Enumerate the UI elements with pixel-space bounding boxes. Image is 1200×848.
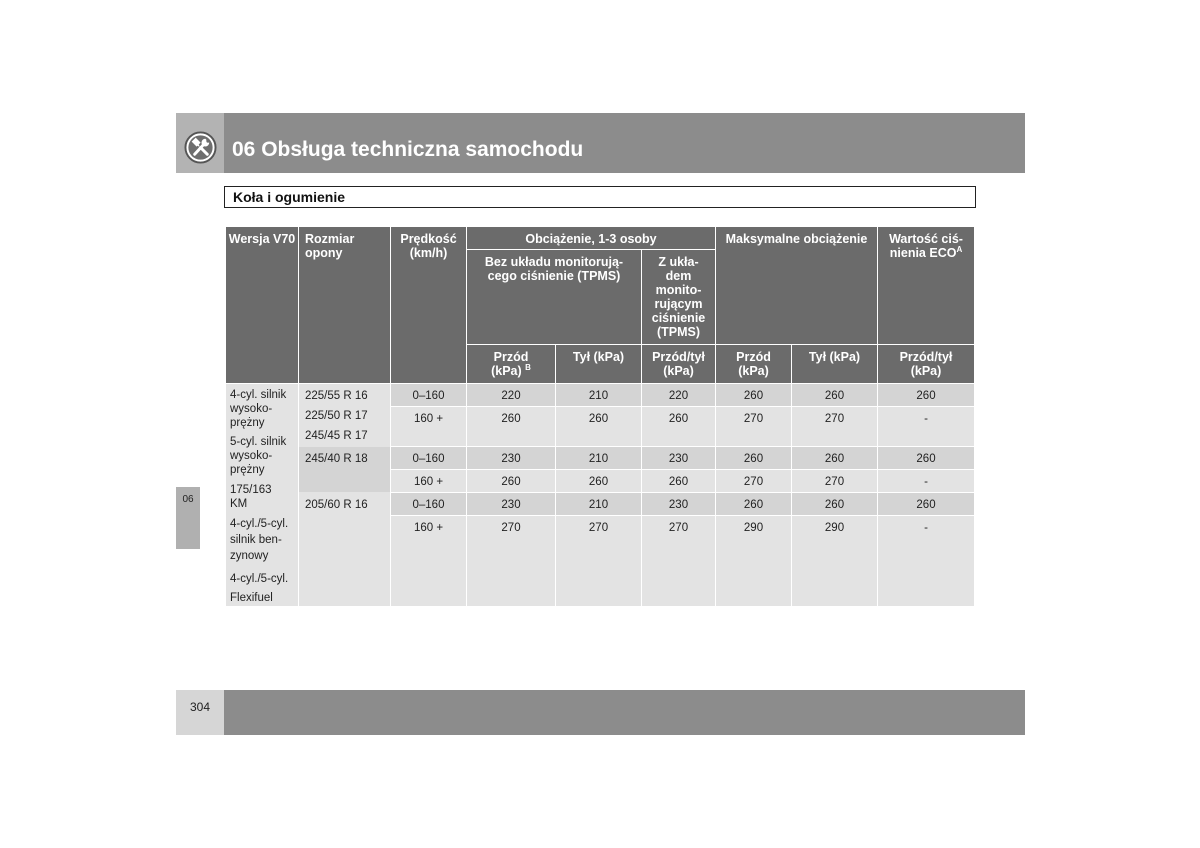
table-cell [792,384,877,406]
cell-front-rear: 260 [668,476,689,488]
version-petrol: 4-cyl./5-cyl. silnik ben-zynowy [230,518,289,562]
table-cell [716,470,791,492]
header-max-front: Przód (kPa) [716,345,791,383]
cell-eco: 260 [916,453,936,465]
header-front-rear: Przód/tył (kPa) [642,345,715,383]
table-cell [467,516,555,606]
table-cell [642,493,715,515]
wrench-icon [184,131,217,164]
table-cell [792,407,877,446]
cell-front: 220 [501,390,521,402]
version-5cyl-diesel: 5-cyl. silnik wysoko-prężny [230,436,287,476]
cell-max-front: 270 [743,413,764,425]
cell-max-rear: 260 [824,453,845,465]
table-cell [716,516,791,606]
section-box [224,186,976,208]
cell-rear: 270 [588,522,609,534]
cell-front-rear: 220 [668,390,689,402]
version-flexifuel: 4-cyl./5-cyl. Flexifuel [230,573,289,604]
table-cell [556,470,641,492]
cell-speed: 160 + [413,413,444,425]
table-cell [792,516,877,606]
cell-front: 230 [501,453,521,465]
cell-front: 260 [501,476,521,488]
footer-bar [176,690,1025,735]
table-cell [556,384,641,406]
header-without-tpms: Bez układu monitorują-cego ciśnienie (TPMS) [467,250,641,344]
table-cell [467,447,555,469]
header-version: Wersja V70 [226,227,298,383]
table-cell [878,407,974,446]
table-cell [642,407,715,446]
cell-max-front: 260 [743,499,764,511]
cell-front: 260 [501,413,521,425]
cell-max-front: 290 [743,522,764,534]
table-cell [391,470,466,492]
cell-speed: 160 + [413,476,444,488]
table-cell [391,407,466,446]
table-cell [792,470,877,492]
cell-max-rear: 260 [824,499,845,511]
table-cell [716,493,791,515]
side-tab-label: 06 [182,494,194,505]
cell-max-front: 260 [743,390,764,402]
table-cell [642,470,715,492]
cell-max-rear: 270 [824,476,845,488]
header-load-1-3: Obciążenie, 1-3 osoby [467,227,715,249]
table-cell [716,384,791,406]
version-power: 175/163 KM [230,484,272,510]
cell-front-rear: 230 [668,453,689,465]
header-speed: Prędkość (km/h) [391,227,466,383]
table-cell [716,407,791,446]
table-cell [642,384,715,406]
table-cell [792,493,877,515]
cell-front: 230 [501,499,521,511]
header-rear: Tył (kPa) [556,345,641,383]
header-eco-value: Wartość ciś-nienia $ECO^A$ [878,227,974,344]
cell-max-front: 260 [743,453,764,465]
tire-size-245-45-r17: 245/45 R 17 [305,430,368,442]
header-eco-front-rear: Przód/tył (kPa) [878,345,974,383]
chapter-title: 06 Obsługa techniczna samochodu [232,138,584,161]
table-cell [467,407,555,446]
tire-size-205-60-r16: 205/60 R 16 [305,499,368,511]
table-cell [391,384,466,406]
tire-size-225-50-r17: 225/50 R 17 [305,410,368,422]
header-max-rear: Tył (kPa) [792,345,877,383]
cell-front-rear: 230 [668,499,689,511]
cell-rear: 210 [588,453,609,465]
header-tire-size: Rozmiar opony [299,227,390,383]
cell-front-rear: 260 [668,413,689,425]
table-cell [642,516,715,606]
table-cell [467,470,555,492]
table-cell [642,447,715,469]
table-cell [391,516,466,606]
table-cell [878,516,974,606]
cell-max-rear: 260 [824,390,845,402]
table-cell [556,447,641,469]
tire-size-225-55-r16: 225/55 R 16 [305,390,368,402]
cell-speed: 0–160 [412,453,445,465]
table-cell [792,447,877,469]
cell-rear: 260 [588,413,609,425]
table-cell [716,447,791,469]
cell-speed: 160 + [413,522,444,534]
table-cell [556,516,641,606]
table-cell [878,447,974,469]
cell-front: 270 [501,522,521,534]
table-cell [391,493,466,515]
tire-size-245-40-r18: 245/40 R 18 [305,453,368,465]
chapter-side-tab[interactable] [176,487,200,549]
table-cell [556,407,641,446]
cell-rear: 210 [588,499,609,511]
cell-rear: 260 [588,476,609,488]
cell-rear: 210 [588,390,609,402]
table-cell [878,384,974,406]
table-cell [878,470,974,492]
page-number: 304 [189,700,211,714]
header-with-tpms: Z ukła-dem monito-rującym ciśnienie (TPMS) [642,250,715,344]
section-title: Koła i ogumienie [233,189,346,205]
cell-front-rear: 270 [668,522,689,534]
table-cell [467,384,555,406]
table-cell [878,493,974,515]
header-front: Przód (kPa) $^B$ [467,345,555,383]
table-cell [556,493,641,515]
cell-max-front: 270 [743,476,764,488]
header-max-load: Maksymalne obciążenie [716,227,877,344]
cell-speed: 0–160 [412,390,445,402]
table-cell [467,493,555,515]
cell-speed: 0–160 [412,499,445,511]
cell-eco: - [924,522,928,534]
cell-eco: - [924,476,928,488]
cell-max-rear: 270 [824,413,845,425]
cell-eco: 260 [916,390,936,402]
version-4cyl-diesel: 4-cyl. silnik wysoko-prężny [230,389,287,429]
table-cell [391,447,466,469]
cell-eco: - [924,413,928,425]
cell-max-rear: 290 [824,522,845,534]
cell-eco: 260 [916,499,936,511]
